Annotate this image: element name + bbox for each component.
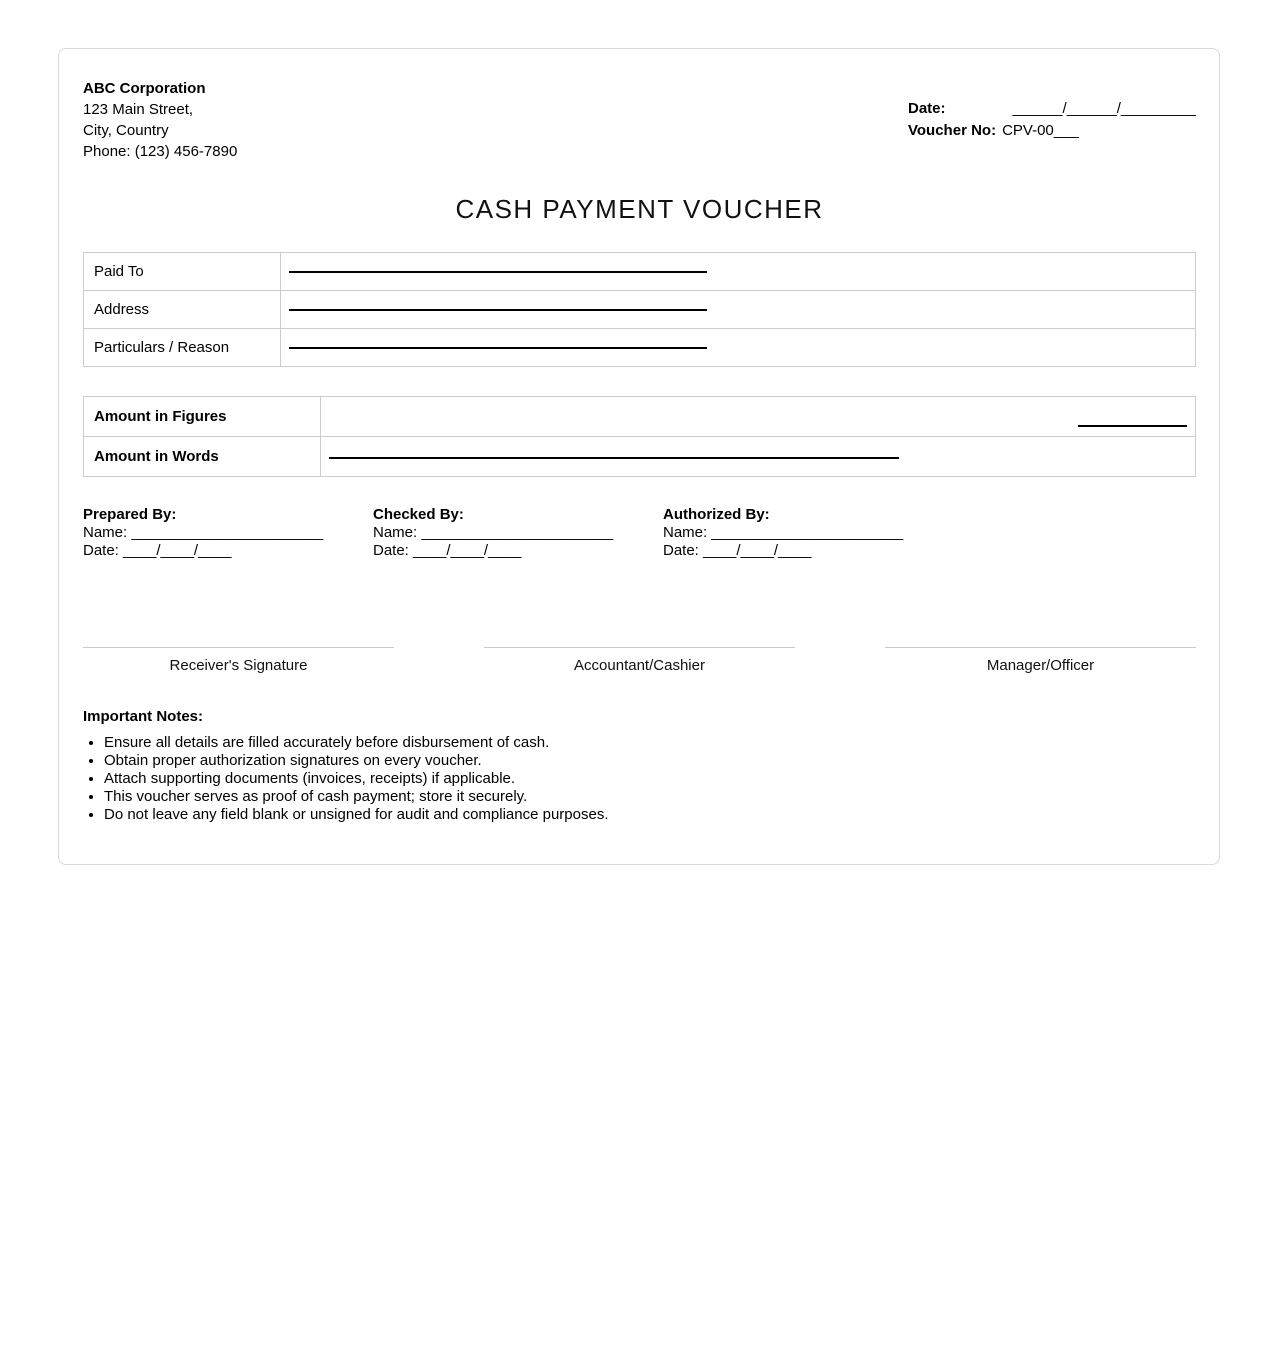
- voucher-no-label: Voucher No:: [908, 122, 997, 139]
- notes-list: [83, 734, 1196, 824]
- note-item: • Do not leave any field blank or unsigned for audit and compliance purposes.: [104, 806, 1196, 824]
- blank-line: [329, 457, 899, 459]
- company-block: [83, 78, 237, 162]
- amount-figures-field: [321, 397, 1196, 437]
- note-item: • This voucher serves as proof of cash payment; store it securely.: [104, 788, 1196, 806]
- voucher-meta-block: [908, 98, 1196, 142]
- paid-to-label: Paid To: [84, 253, 281, 291]
- date-blank-value: ______/______/_________: [1012, 100, 1196, 117]
- amount-words-label: Amount in Words: [84, 437, 321, 477]
- important-notes: [83, 708, 1196, 824]
- signer-block-prepared: [83, 506, 373, 560]
- accountant-cashier-label: Accountant/Cashier: [574, 657, 705, 674]
- date-label: Date:: [908, 100, 946, 117]
- company-phone: Phone: (123) 456-7890: [83, 143, 238, 160]
- authorized-by-title: Authorized By:: [663, 506, 770, 523]
- paid-to-field: [281, 253, 1196, 291]
- checked-by-title: Checked By:: [373, 506, 464, 523]
- checked-by-date-line: Date: ____/____/____: [373, 542, 522, 559]
- table-row: [84, 397, 1196, 437]
- date-row: [908, 98, 1196, 120]
- blank-line: [1078, 425, 1187, 427]
- amount-figures-label: Amount in Figures: [84, 397, 321, 437]
- table-row: [84, 329, 1196, 367]
- signer-block-checked: [373, 506, 663, 560]
- receiver-signature-label: Receiver's Signature: [169, 657, 308, 674]
- payee-table: [83, 252, 1196, 367]
- table-row: [84, 437, 1196, 477]
- table-row: [84, 253, 1196, 291]
- amount-words-field: [321, 437, 1196, 477]
- particulars-field: [281, 329, 1196, 367]
- company-name: ABC Corporation: [83, 80, 206, 97]
- voucher-no-row: [908, 120, 1196, 142]
- particulars-label: Particulars / Reason: [84, 329, 281, 367]
- header: [83, 78, 1196, 162]
- address-label: Address: [84, 291, 281, 329]
- address-field: [281, 291, 1196, 329]
- signature-section: [83, 647, 1196, 675]
- blank-line: [289, 271, 707, 273]
- signature-accountant: [484, 647, 795, 675]
- important-notes-title: Important Notes:: [83, 708, 203, 725]
- signature-receiver: [83, 647, 394, 675]
- page-title: CASH PAYMENT VOUCHER: [455, 194, 824, 224]
- note-item: • Ensure all details are filled accurately before disbursement of cash.: [104, 734, 1196, 752]
- company-address-line2: City, Country: [83, 122, 169, 139]
- voucher-no-value: CPV-00___: [1002, 122, 1079, 139]
- note-item: • Obtain proper authorization signatures on every voucher.: [104, 752, 1196, 770]
- authorized-by-name-line: Name: _______________________: [663, 524, 904, 541]
- authorized-by-date-line: Date: ____/____/____: [663, 542, 812, 559]
- note-item: • Attach supporting documents (invoices, receipts) if applicable.: [104, 770, 1196, 788]
- amount-table: [83, 396, 1196, 477]
- blank-line: [289, 309, 707, 311]
- prepared-by-title: Prepared By:: [83, 506, 177, 523]
- checked-by-name-line: Name: _______________________: [373, 524, 614, 541]
- signature-manager: [885, 647, 1196, 675]
- blank-line: [289, 347, 707, 349]
- company-address-line1: 123 Main Street,: [83, 101, 194, 118]
- prepared-by-date-line: Date: ____/____/____: [83, 542, 232, 559]
- table-row: [84, 291, 1196, 329]
- signers-section: [83, 506, 1196, 560]
- prepared-by-name-line: Name: _______________________: [83, 524, 324, 541]
- voucher-card: [58, 48, 1220, 865]
- manager-officer-label: Manager/Officer: [986, 657, 1095, 674]
- signer-block-authorized: [663, 506, 953, 560]
